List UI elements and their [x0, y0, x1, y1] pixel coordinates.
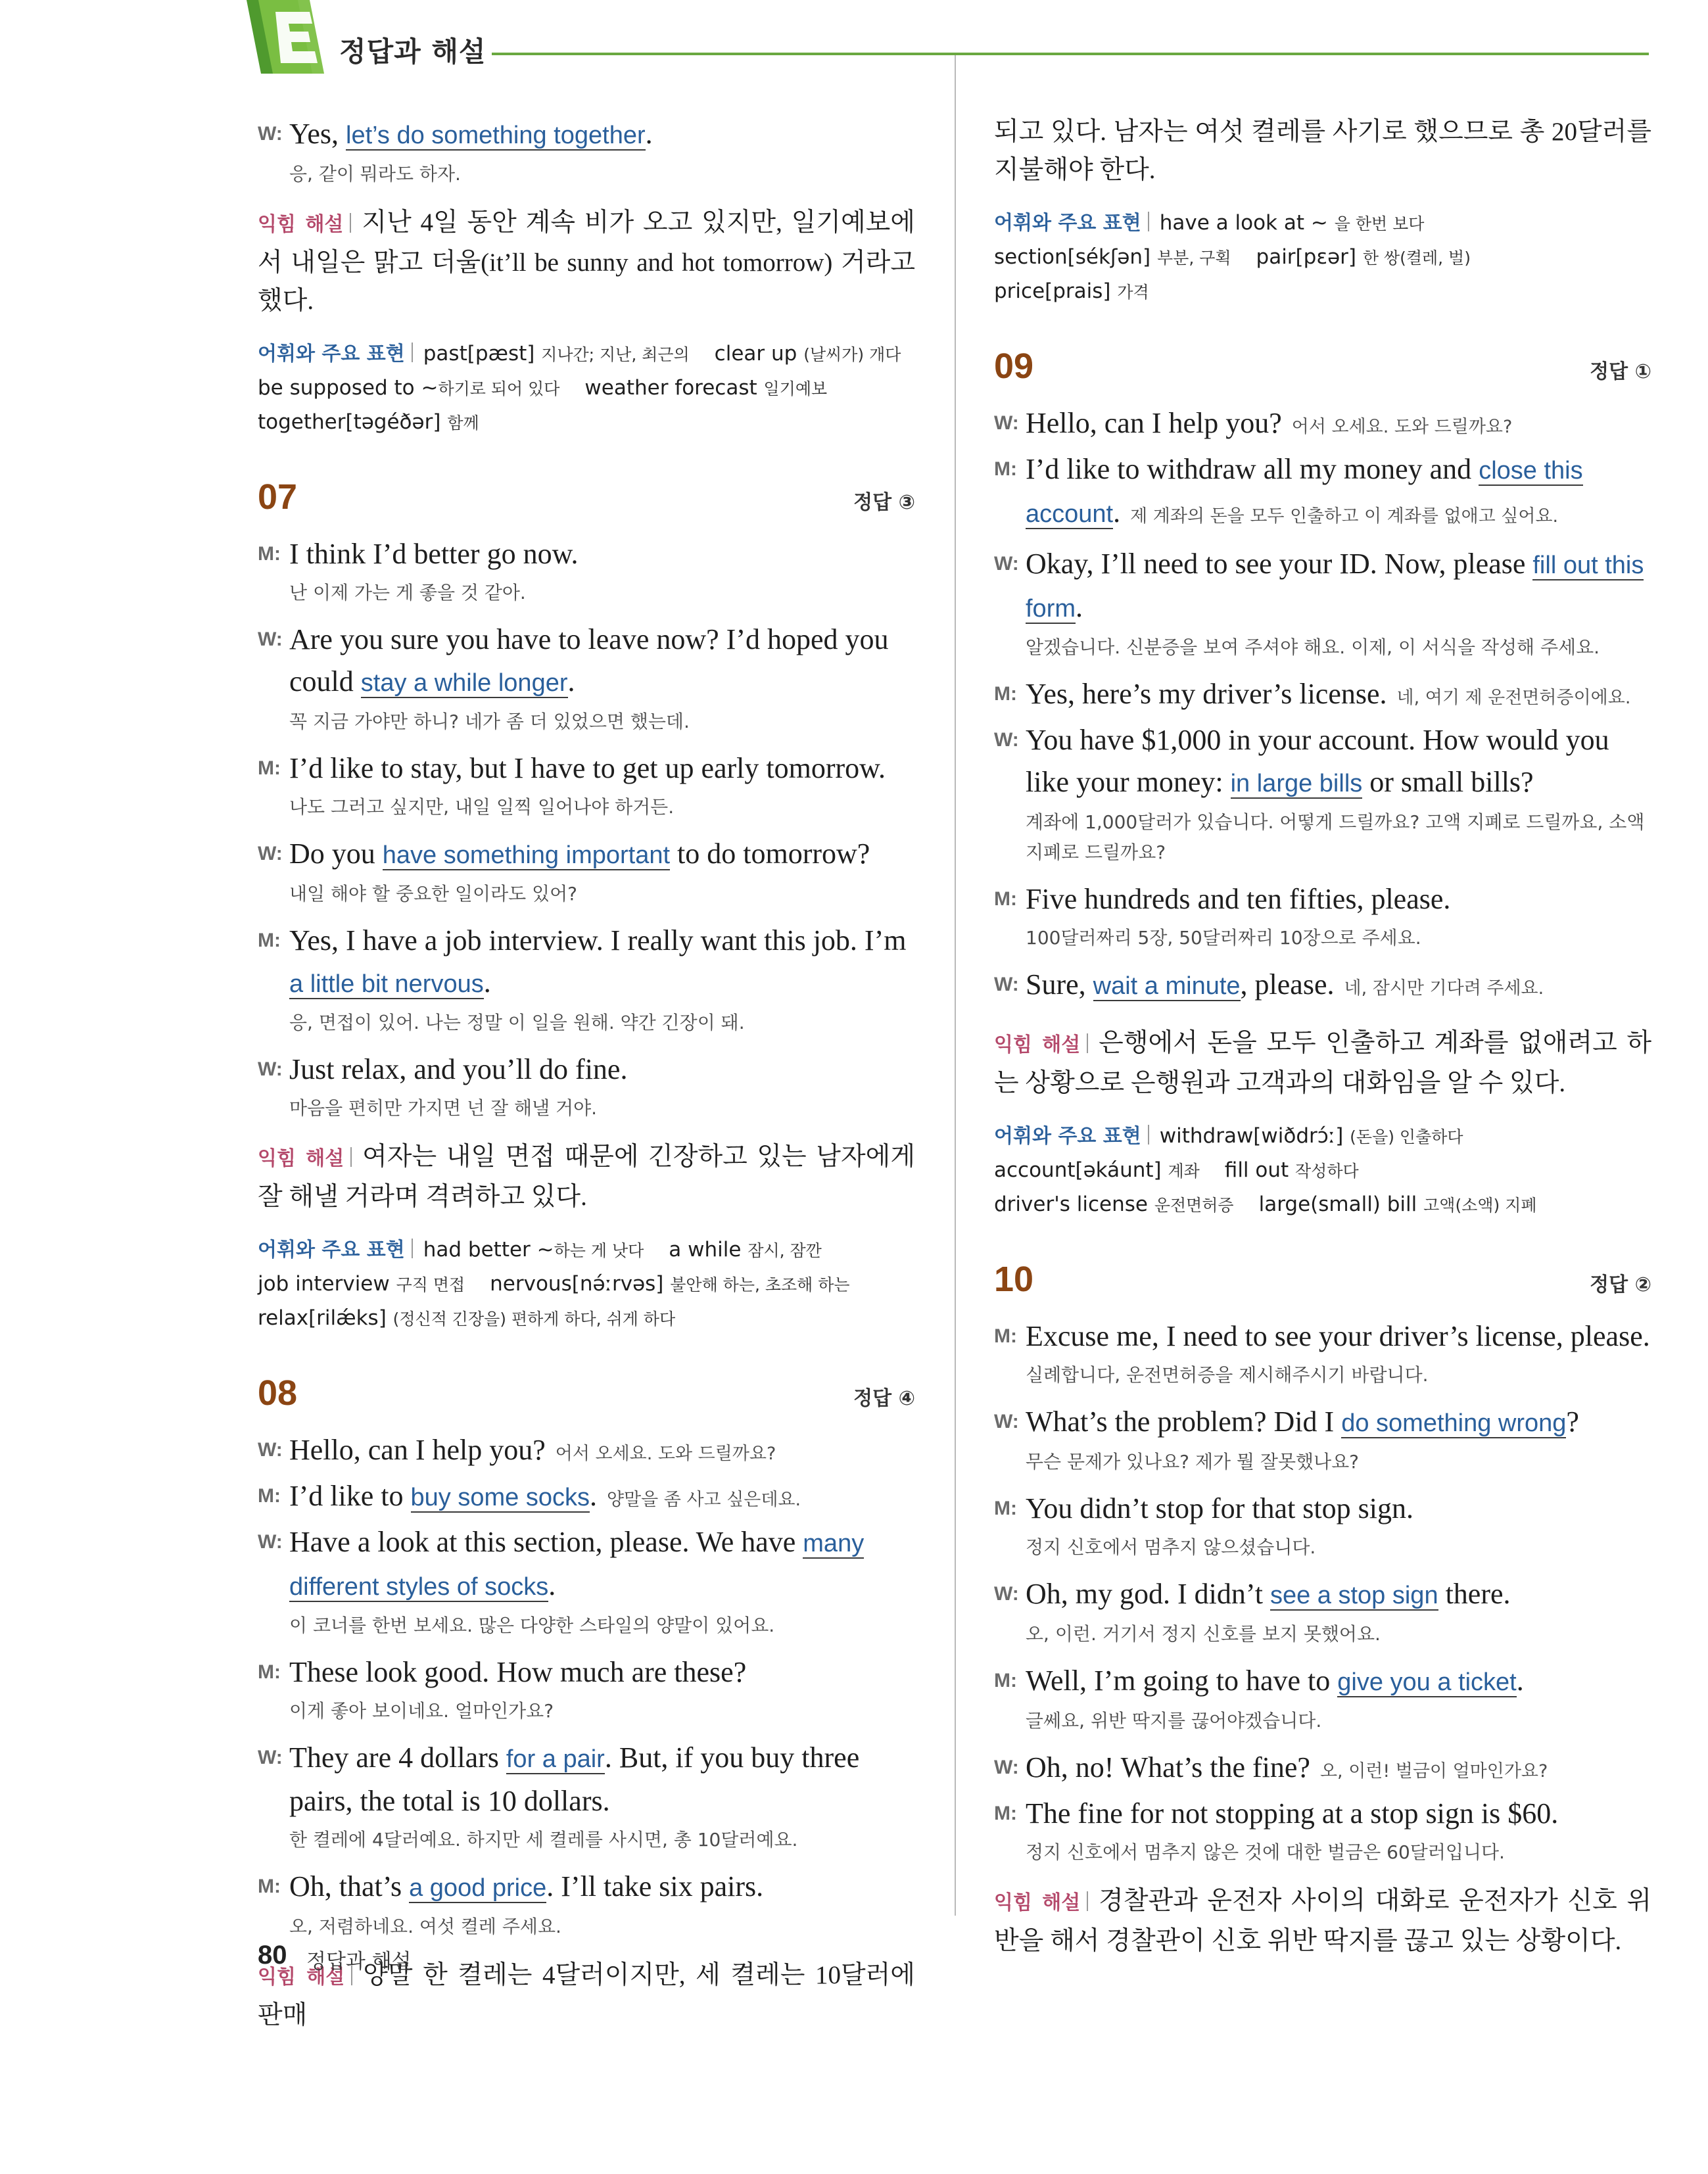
question-header: [258, 477, 915, 529]
vocab-term: price[prais]: [994, 279, 1111, 303]
dialogue-line: [994, 1488, 1651, 1530]
dialogue-line: [994, 448, 1651, 538]
answer-blank: fill out this: [1532, 552, 1644, 579]
korean-translation: 이게 좋아 보이네요. 얼마인가요?: [289, 1700, 554, 1722]
dialogue-text: Oh, that’s: [289, 1870, 410, 1902]
vocab-label: 어휘와 주요 표현: [258, 343, 405, 366]
dialogue-text: there.: [1438, 1578, 1511, 1610]
dialogue-line: [258, 1049, 915, 1091]
dialogue-text: Oh, my god. I didn’t: [1026, 1578, 1270, 1610]
speaker-label: M:: [258, 1876, 281, 1897]
dialogue-line: [258, 1737, 915, 1822]
vocab-label: 어휘와 주요 표현: [258, 1239, 405, 1262]
explanation-text: 지난 4일 동안 계속 비가 오고 있지만, 일기예보에서 내일은 맑고 더울(it’ll be sunny and hot tomorrow) 거라고 했다.: [258, 208, 915, 315]
speaker-label: M:: [994, 458, 1017, 480]
dialogue-text: .: [1113, 496, 1121, 529]
dialogue-line: [258, 920, 915, 1005]
vocab-block: [994, 206, 1651, 309]
dialogue-text: Do you: [289, 838, 383, 870]
vocab-meaning: 하는 게 낫다: [554, 1241, 644, 1260]
dialogue-text: You have $1,000 in your account. How would you: [1026, 724, 1609, 756]
korean-translation: 오, 이런! 벌금이 얼마인가요?: [1319, 1761, 1548, 1782]
vocab-term: large(small) bill: [1258, 1193, 1417, 1216]
dialogue-text: They are 4 dollars: [289, 1741, 506, 1774]
speaker-label: W:: [258, 1439, 283, 1461]
vocab-meaning: 고액(소액) 지폐: [1423, 1196, 1537, 1215]
dialogue-text: ?: [1566, 1406, 1579, 1438]
dialogue-line: [994, 878, 1651, 920]
dialogue-text: .: [567, 665, 575, 697]
dialogue-text: .: [645, 118, 653, 150]
korean-translation: 꼭 지금 가야만 하니? 네가 좀 더 있었으면 했는데.: [289, 711, 690, 732]
vocab-term: nervous[nə́ːrvəs]: [490, 1272, 664, 1296]
vocab-term: job interview: [258, 1272, 390, 1296]
dialogue-text: What’s the problem? Did I: [1026, 1406, 1342, 1438]
korean-translation: 무슨 문제가 있나요? 제가 뭘 잘못했나요?: [1026, 1451, 1359, 1473]
korean-translation: 실례합니다, 운전면허증을 제시해주시기 바랍니다.: [1026, 1364, 1429, 1386]
vocab-meaning: 가격: [1117, 283, 1149, 302]
answer-blank: wait a minute: [1093, 972, 1241, 1000]
korean-translation: 어서 오세요. 도와 드릴까요?: [1291, 417, 1513, 437]
explanation-label: 익힘 해설: [994, 1033, 1081, 1056]
speaker-label: W:: [258, 1531, 283, 1553]
vocab-meaning: 일기예보: [763, 379, 828, 398]
dialogue-text: Yes, here’s my driver’s license.: [1026, 678, 1387, 710]
vocab-block: [994, 1120, 1651, 1222]
explanation-text: 여자는 내일 면접 때문에 긴장하고 있는 남자에게 잘 해낼 거라며 격려하고 있다.: [258, 1143, 915, 1211]
dialogue-text: Okay, I’ll need to see your ID. Now, please: [1026, 548, 1533, 580]
vocab-term: have a look at ~: [1159, 211, 1328, 235]
answer-blank: many: [803, 1530, 865, 1557]
vocab-label: 어휘와 주요 표현: [994, 1125, 1141, 1148]
speaker-label: M:: [258, 757, 281, 779]
speaker-label: M:: [258, 1661, 281, 1683]
column-divider: [955, 55, 956, 1916]
speaker-label: W:: [258, 123, 283, 145]
speaker-label: M:: [994, 1325, 1017, 1347]
dialogue-text: You didn’t stop for that stop sign.: [1026, 1492, 1414, 1524]
korean-translation: 오, 이런. 거기서 정지 신호를 보지 못했어요.: [1026, 1623, 1381, 1645]
answer-blank: a good price: [409, 1874, 547, 1902]
answer-blank: see a stop sign: [1269, 1582, 1438, 1609]
speaker-label: M:: [994, 1803, 1017, 1824]
answer-key: 정답 ④: [853, 1387, 915, 1410]
dialogue-line: [994, 1401, 1651, 1444]
korean-translation: 이 코너를 한번 보세요. 많은 다양한 스타일의 양말이 있어요.: [289, 1615, 775, 1636]
dialogue-text: Yes,: [289, 118, 346, 150]
dialogue-line: [258, 1521, 915, 1608]
vocab-meaning: 을 한번 보다: [1334, 214, 1425, 233]
answer-key: 정답 ②: [1590, 1273, 1651, 1296]
speaker-label: M:: [994, 683, 1017, 705]
answer-blank: account: [1026, 500, 1114, 528]
answer-blank: have something important: [382, 841, 671, 869]
korean-translation: 100달러짜리 5장, 50달러짜리 10장으로 주세요.: [1026, 927, 1421, 949]
speaker-label: W:: [258, 1058, 283, 1080]
answer-blank: for a pair: [506, 1745, 605, 1773]
dialogue-text: pairs, the total is 10 dollars.: [289, 1785, 610, 1817]
explanation: [258, 1138, 915, 1216]
vocab-term: section[sékʃən]: [994, 245, 1151, 269]
vocab-meaning: (정신적 긴장을) 편하게 하다, 쉬게 하다: [392, 1310, 676, 1329]
dialogue-line: [258, 747, 915, 790]
dialogue-line: [258, 113, 915, 156]
korean-translation: 네, 잠시만 기다려 주세요.: [1344, 978, 1544, 999]
dialogue-text: .: [1076, 591, 1083, 623]
explanation-label: 익힘 해설: [258, 1966, 345, 1989]
dialogue-text: I think I’d better go now.: [289, 538, 579, 570]
dialogue-text: like your money:: [1026, 766, 1231, 798]
dialogue-line: [258, 1429, 915, 1475]
answer-blank: give you a ticket: [1337, 1668, 1517, 1696]
explanation: [258, 204, 915, 320]
answer-key: 정답 ③: [853, 491, 915, 514]
vocab-term: account[əkáunt]: [994, 1158, 1162, 1182]
question-header: [258, 1373, 915, 1425]
speaker-label: M:: [994, 888, 1017, 910]
korean-translation: 알겠습니다. 신분증을 보여 주셔야 해요. 이제, 이 서식을 작성해 주세요.: [1026, 636, 1600, 658]
speaker-label: W:: [258, 843, 283, 864]
answer-blank: in large bills: [1230, 770, 1363, 797]
dialogue-text: . I’ll take six pairs.: [546, 1870, 764, 1902]
vocab-meaning: 한 쌍(켤레, 벌): [1362, 248, 1471, 268]
vocab-term: past[pæst]: [423, 342, 535, 366]
speaker-label: W:: [994, 553, 1019, 575]
speaker-label: W:: [994, 974, 1019, 995]
dialogue-text: I’d like to withdraw all my money and: [1026, 453, 1479, 485]
dialogue-text: , please.: [1240, 968, 1335, 1001]
korean-translation: 마음을 편히만 가지면 넌 잘 해낼 거야.: [289, 1097, 598, 1119]
answer-blank: close this: [1479, 457, 1583, 484]
dialogue-text: I’d like to stay, but I have to get up early tomorrow.: [289, 752, 886, 784]
speaker-label: W:: [994, 1583, 1019, 1605]
dialogue-text: Hello, can I help you?: [1026, 407, 1282, 439]
korean-translation: 어서 오세요. 도와 드릴까요?: [555, 1444, 776, 1464]
right-column: [994, 113, 1651, 1960]
dialogue-text: .: [589, 1480, 597, 1512]
vocab-term: clear up: [714, 342, 797, 366]
explanation-label: 익힘 해설: [258, 213, 344, 236]
dialogue-line: [994, 673, 1651, 719]
dialogue-text: Just relax, and you’ll do fine.: [289, 1053, 628, 1085]
korean-translation: 제 계좌의 돈을 모두 인출하고 이 계좌를 없애고 싶어요.: [1130, 506, 1559, 527]
answer-blank: buy some socks: [410, 1484, 590, 1511]
answer-blank: different styles of socks: [289, 1573, 549, 1601]
speaker-label: M:: [994, 1498, 1017, 1519]
vocab-meaning: 지나간; 지난, 최근의: [541, 345, 690, 364]
section-logo-icon: [247, 0, 329, 76]
dialogue-text: The fine for not stopping at a stop sign is $60.: [1026, 1797, 1559, 1830]
speaker-label: W:: [994, 1411, 1019, 1432]
explanation-label: 익힘 해설: [994, 1891, 1081, 1914]
speaker-label: W:: [994, 412, 1019, 434]
vocab-term: be supposed to ~: [258, 376, 439, 400]
question-header: [994, 346, 1651, 398]
vocab-meaning: 불안해 하는, 초조해 하는: [670, 1275, 850, 1294]
speaker-label: W:: [258, 628, 283, 650]
explanation: [994, 1882, 1651, 1960]
dialogue-text: Have a look at this section, please. We have: [289, 1526, 803, 1558]
explanation: [994, 1024, 1651, 1102]
vocab-meaning: 계좌: [1168, 1162, 1200, 1181]
explanation-text: 경찰관과 운전자 사이의 대화로 운전자가 신호 위반을 해서 경찰관이 신호 위반 딱지를 끊고 있는 상황이다.: [994, 1887, 1651, 1955]
vocab-meaning: 잠시, 잠깐: [747, 1241, 822, 1260]
dialogue-line: [994, 1793, 1651, 1835]
dialogue-line: [258, 1866, 915, 1909]
dialogue-text: or small bills?: [1362, 766, 1534, 798]
answer-blank: do something wrong: [1341, 1409, 1567, 1437]
korean-translation: 응, 같이 뭐라도 하자.: [289, 163, 461, 185]
vocab-term: fill out: [1224, 1158, 1289, 1182]
korean-translation: 오, 저렴하네요. 여섯 켤레 주세요.: [289, 1916, 561, 1937]
korean-translation: 정지 신호에서 멈추지 않은 것에 대한 벌금은 60달러입니다.: [1026, 1841, 1505, 1863]
dialogue-text: to do tomorrow?: [670, 838, 870, 870]
dialogue-line: [994, 1660, 1651, 1703]
vocab-meaning: (돈을) 인출하다: [1350, 1127, 1463, 1146]
dialogue-text: Are you sure you have to leave now? I’d hoped you: [289, 623, 889, 655]
question-header: [994, 1259, 1651, 1311]
vocab-meaning: (날씨가) 개다: [803, 345, 901, 364]
vocab-term: together[təgéðər]: [258, 410, 441, 434]
question-number: 07: [258, 477, 298, 517]
dialogue-text: These look good. How much are these?: [289, 1656, 747, 1688]
vocab-term: withdraw[wiðdrɔ́ː]: [1159, 1124, 1344, 1148]
dialogue-text: Sure,: [1026, 968, 1093, 1001]
speaker-label: M:: [258, 543, 281, 565]
explanation-text: 양말 한 켤레는 4달러이지만, 세 켤레는 10달러에 판매: [258, 1961, 915, 2029]
answer-blank: a little bit nervous: [289, 970, 484, 998]
dialogue-line: [994, 1315, 1651, 1358]
vocab-term: relax[rilǽks]: [258, 1306, 387, 1330]
dialogue-line: [258, 1475, 915, 1521]
answer-blank: form: [1026, 595, 1076, 623]
header-rule: [492, 53, 1649, 55]
vocab-term: weather forecast: [584, 376, 757, 400]
dialogue-line: [994, 543, 1651, 630]
dialogue-line: [258, 619, 915, 704]
speaker-label: M:: [258, 1485, 281, 1507]
vocab-term: pair[pεər]: [1256, 245, 1356, 269]
dialogue-line: [258, 1651, 915, 1693]
dialogue-line: [994, 964, 1651, 1010]
dialogue-text: . But, if you buy three: [604, 1741, 860, 1774]
vocab-block: [258, 1233, 915, 1336]
dialogue-text: Oh, no! What’s the fine?: [1026, 1751, 1310, 1784]
dialogue-text: Yes, I have a job interview. I really want this job. I’m: [289, 924, 907, 957]
dialogue-line: [994, 1573, 1651, 1617]
dialogue-text: I’d like to: [289, 1480, 411, 1512]
dialogue-text: Hello, can I help you?: [289, 1434, 546, 1466]
answer-blank: let’s do something together: [346, 122, 646, 149]
question-number: 09: [994, 346, 1034, 386]
left-column: [258, 113, 915, 2035]
dialogue-text: Well, I’m going to have to: [1026, 1665, 1338, 1697]
korean-translation: 응, 면접이 있어. 나는 정말 이 일을 원해. 약간 긴장이 돼.: [289, 1012, 745, 1033]
vocab-meaning: 함께: [447, 414, 479, 433]
page-header-title: 정답과 해설: [339, 35, 486, 68]
dialogue-line: [994, 719, 1651, 805]
question-number: 08: [258, 1373, 298, 1413]
dialogue-text: .: [483, 966, 491, 999]
korean-translation: 양말을 좀 사고 싶은데요.: [606, 1490, 801, 1510]
explanation-continued: 되고 있다. 남자는 여섯 켤레를 사기로 했으므로 총 20달러를 지불해야 한다.: [994, 118, 1651, 184]
vocab-meaning: 구직 면접: [396, 1275, 465, 1294]
vocab-meaning: 작성하다: [1295, 1162, 1359, 1181]
footer-title: 정답과 해설: [306, 1950, 412, 1973]
dialogue-text: .: [548, 1569, 556, 1601]
korean-translation: 네, 여기 제 운전면허증이에요.: [1396, 688, 1631, 708]
page-number: 80: [258, 1941, 287, 1970]
dialogue-line: [994, 402, 1651, 448]
dialogue-text: .: [1516, 1665, 1524, 1697]
vocab-meaning: 하기로 되어 있다: [438, 379, 560, 398]
vocab-term: driver's license: [994, 1193, 1148, 1216]
answer-blank: stay a while longer: [360, 669, 568, 697]
korean-translation: 정지 신호에서 멈추지 않으셨습니다.: [1026, 1536, 1316, 1558]
vocab-meaning: 운전면허증: [1154, 1196, 1234, 1215]
dialogue-line: [258, 833, 915, 876]
vocab-label: 어휘와 주요 표현: [994, 212, 1141, 235]
explanation-label: 익힘 해설: [258, 1147, 344, 1170]
vocab-term: a while: [669, 1238, 742, 1262]
korean-translation: 난 이제 가는 게 좋을 것 같아.: [289, 582, 526, 603]
korean-translation: 내일 해야 할 중요한 일이라도 있어?: [289, 883, 578, 905]
korean-translation: 나도 그러고 싶지만, 내일 일찍 일어나야 하거든.: [289, 796, 675, 818]
answer-key: 정답 ①: [1590, 360, 1651, 383]
speaker-label: W:: [994, 1757, 1019, 1778]
korean-translation: 한 켤레에 4달러예요. 하지만 세 켤레를 사시면, 총 10달러예요.: [289, 1829, 798, 1851]
dialogue-line: [258, 533, 915, 575]
dialogue-text: Excuse me, I need to see your driver’s license, please.: [1026, 1320, 1650, 1352]
speaker-label: M:: [258, 930, 281, 951]
speaker-label: M:: [994, 1670, 1017, 1691]
explanation-text: 은행에서 돈을 모두 인출하고 계좌를 없애려고 하는 상황으로 은행원과 고객과의 대화임을 알 수 있다.: [994, 1029, 1651, 1097]
vocab-term: had better ~: [423, 1238, 554, 1262]
dialogue-line: [994, 1747, 1651, 1793]
korean-translation: 글쎄요, 위반 딱지를 끊어야겠습니다.: [1026, 1710, 1322, 1732]
dialogue-text: could: [289, 665, 361, 697]
speaker-label: W:: [258, 1747, 283, 1768]
korean-translation: 계좌에 1,000달러가 있습니다. 어떻게 드릴까요? 고액 지폐로 드릴까요, 소액 지폐로 드릴까요?: [1026, 811, 1645, 863]
vocab-block: [258, 337, 915, 440]
speaker-label: W:: [994, 729, 1019, 751]
vocab-meaning: 부분, 구획: [1157, 248, 1231, 268]
question-number: 10: [994, 1260, 1034, 1299]
dialogue-text: Five hundreds and ten fifties, please.: [1026, 883, 1451, 915]
